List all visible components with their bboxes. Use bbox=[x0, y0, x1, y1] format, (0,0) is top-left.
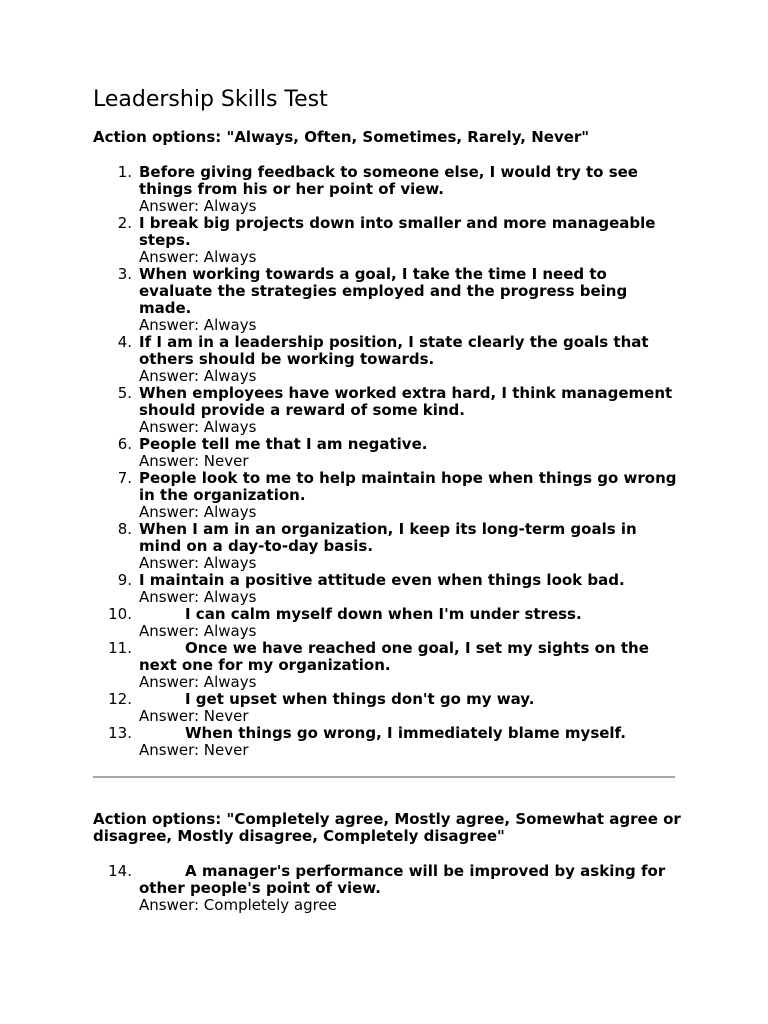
question-item bbox=[93, 436, 683, 470]
question-item bbox=[93, 521, 683, 572]
question-item bbox=[93, 640, 683, 691]
question-text: I maintain a positive attitude even when things look bad. bbox=[139, 571, 625, 589]
question-list-2 bbox=[93, 863, 683, 914]
question-answer: Answer: Never bbox=[139, 741, 249, 759]
question-text: When employees have worked extra hard, I think management should provide a reward of some kind. bbox=[139, 384, 673, 419]
question-number: 14. bbox=[108, 862, 132, 880]
question-item bbox=[93, 606, 683, 640]
action-options-1: Action options: "Always, Often, Sometimes, Rarely, Never" bbox=[93, 128, 590, 146]
question-number: 13. bbox=[108, 724, 132, 742]
question-text: When working towards a goal, I take the time I need to evaluate the strategies employed and the progress being made. bbox=[139, 265, 628, 317]
question-answer: Answer: Always bbox=[139, 316, 257, 334]
question-text: People look to me to help maintain hope when things go wrong in the organization. bbox=[139, 469, 677, 504]
question-item bbox=[93, 164, 683, 215]
question-answer: Answer: Always bbox=[139, 673, 257, 691]
question-item bbox=[93, 725, 683, 759]
question-item bbox=[93, 215, 683, 266]
section-divider bbox=[93, 776, 675, 778]
question-item bbox=[93, 266, 683, 334]
question-answer: Answer: Always bbox=[139, 248, 257, 266]
question-text: If I am in a leadership position, I state clearly the goals that others should be working towards. bbox=[139, 333, 649, 368]
question-text: I can calm myself down when I'm under stress. bbox=[185, 605, 582, 623]
page-title: Leadership Skills Test bbox=[93, 87, 328, 112]
question-text: I get upset when things don't go my way. bbox=[185, 690, 535, 708]
question-answer: Answer: Always bbox=[139, 588, 257, 606]
question-number: 3. bbox=[117, 265, 132, 283]
question-item bbox=[93, 334, 683, 385]
question-text: Before giving feedback to someone else, I would try to see things from his or her point of view. bbox=[139, 163, 638, 198]
question-number: 11. bbox=[108, 639, 132, 657]
question-answer: Answer: Always bbox=[139, 554, 257, 572]
question-number: 6. bbox=[117, 435, 132, 453]
question-text: People tell me that I am negative. bbox=[139, 435, 428, 453]
question-item bbox=[93, 572, 683, 606]
question-answer: Answer: Always bbox=[139, 418, 257, 436]
question-text: A manager's performance will be improved by asking for other people's point of view. bbox=[139, 862, 666, 897]
question-item bbox=[93, 691, 683, 725]
question-number: 7. bbox=[117, 469, 132, 487]
question-number: 4. bbox=[117, 333, 132, 351]
question-number: 10. bbox=[108, 605, 132, 623]
question-list-1 bbox=[93, 164, 683, 759]
question-answer: Answer: Always bbox=[139, 367, 257, 385]
question-item bbox=[93, 863, 683, 914]
question-answer: Answer: Completely agree bbox=[139, 896, 337, 914]
question-item bbox=[93, 470, 683, 521]
question-answer: Answer: Never bbox=[139, 707, 249, 725]
question-number: 1. bbox=[117, 163, 132, 181]
question-answer: Answer: Always bbox=[139, 622, 257, 640]
question-answer: Answer: Never bbox=[139, 452, 249, 470]
question-text: When I am in an organization, I keep its long-term goals in mind on a day-to-day basis. bbox=[139, 520, 637, 555]
question-item bbox=[93, 385, 683, 436]
question-number: 12. bbox=[108, 690, 132, 708]
action-options-2: Action options: "Completely agree, Mostly agree, Somewhat agree or disagree, Mostly disagree, Completely disagree" bbox=[93, 810, 681, 845]
question-number: 2. bbox=[117, 214, 132, 232]
question-answer: Answer: Always bbox=[139, 197, 257, 215]
question-text: When things go wrong, I immediately blame myself. bbox=[185, 724, 626, 742]
question-text: Once we have reached one goal, I set my sights on the next one for my organization. bbox=[139, 639, 649, 674]
question-number: 8. bbox=[117, 520, 132, 538]
question-text: I break big projects down into smaller and more manageable steps. bbox=[139, 214, 656, 249]
question-number: 9. bbox=[117, 571, 132, 589]
question-answer: Answer: Always bbox=[139, 503, 257, 521]
question-number: 5. bbox=[117, 384, 132, 402]
